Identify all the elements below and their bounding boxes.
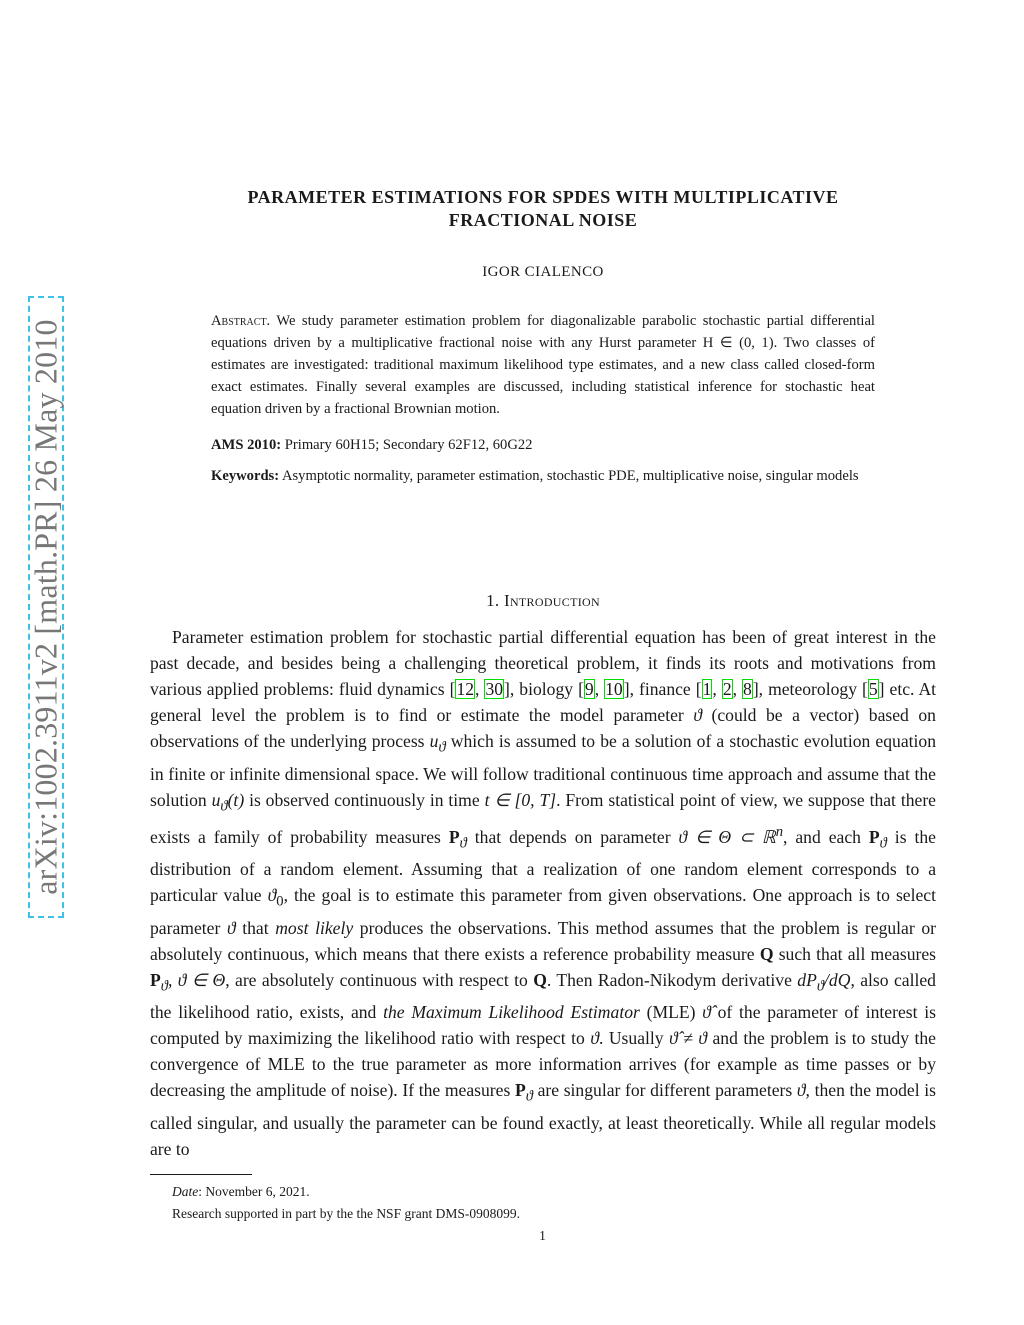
ams-classification <box>211 434 875 456</box>
body-text-run: , then the model is called singular, and usually the parameter can be found exactly, at least theoretically. While all regular models are to <box>150 1080 937 1159</box>
citation-link[interactable]: 2 <box>722 679 732 699</box>
body-text-run: , the goal is to estimate this parameter from given observations. One approach is to select parameter <box>150 885 936 938</box>
body-text-run: is observed continuously in time <box>244 789 485 810</box>
math-param-space: ϑ ∈ Θ ⊂ ℝ <box>678 826 776 847</box>
math-theta-sub: ϑ <box>816 978 825 995</box>
body-text-run: is the distribution of a random element. Assuming that a realization of one random element corresponds to a particular value <box>150 826 936 906</box>
author: IGOR CIALENCO <box>482 264 604 280</box>
body-text-run: , are absolutely continuous with respect to <box>225 969 534 990</box>
footnote-date-value: : November 6, 2021. <box>198 1184 310 1199</box>
body-text-run: . From statistical point of view, we suppose that there exists a family of probability measures <box>150 789 936 847</box>
math-theta: ϑ <box>226 917 236 938</box>
body-text-run: etc. At general level the problem is to find or estimate the model parameter <box>150 679 937 725</box>
math-theta: ϑ <box>796 1080 806 1101</box>
keywords <box>211 465 875 487</box>
math-Q: Q <box>533 969 547 990</box>
body-text-run: Parameter estimation problem for stochastic partial differential equation has been of great interest in the past decade, and besides being a challenging theoretical problem, it finds its roots and motivations from various applied problems: fluid dynamics <box>150 627 936 699</box>
introduction-paragraph: Parameter estimation problem for stochastic partial differential equation has been of great interest in the past decade, and besides being a challenging theoretical problem, it finds its roots and motivations from various applied problems: fluid dynamics [12, 30], biology [9, 10], finance [1, 2, 8], meteorology [5] etc. At general level the problem is to find or estimate the model parameter ϑ (could be a vector) based on observations of the underlying process $u_ϑ$ which is assumed to be a solution of a stochastic evolution equation in finite or infinite dimensional space. We will follow traditional continuous time approach and assume that the solution $u_ϑ(t)$ is observed continuously in time t ∈ [0, T]. From statistical point of view, we suppose that there exists a family of probability measures $P_ϑ$ that depends on parameter ϑ ∈ Θ ⊂ ℝ$^n$, and each $P_ϑ$ is the distribution of a random element. Assuming that a realization of one random element corresponds to a particular value $ϑ_0$, the goal is to estimate this parameter from given observations. One approach is to select parameter ϑ that most likely produces the observations. This method assumes that the problem is regular or absolutely continuous, which means that there exists a reference probability measure Q such that all measures $P_ϑ$, ϑ ∈ Θ, are absolutely continuous with respect to Q. Then Radon-Nikodym derivative $dP_ϑ/dQ$, also called the likelihood ratio, exists, and the Maximum Likelihood Estimator (MLE) ϑ̂ of the parameter of interest is computed by maximizing the likelihood ratio with respect to ϑ. Usually ϑ̂ ≠ ϑ and the problem is to study the convergence of MLE to the true parameter as more information arrives (for example as time passes or by decreasing the amplitude of noise). If the measures $P_ϑ$ are singular for different parameters ϑ, then the model is called singular, and usually the parameter can be found exactly, at least theoretically. While all regular models are to <box>150 627 937 1159</box>
math-theta: ϑ <box>693 705 702 725</box>
citation-link[interactable]: 12 <box>456 679 475 699</box>
math-theta-sub: ϑ <box>879 835 887 852</box>
page-number: 1 <box>539 1228 546 1243</box>
body-text-run: which is assumed to be a solution of a stochastic evolution equation in finite or infinite dimensional space. We will follow traditional continuous time approach and assume that the solution <box>150 731 936 810</box>
arxiv-stamp-text: arXiv:1002.3911v2 [math.PR] 26 May 2010 <box>27 319 64 895</box>
body-text-run: , meteorology <box>758 679 862 699</box>
abstract-text: We study parameter estimation problem for diagonalizable parabolic stochastic partial differential equations driven by a multiplicative fractional noise with any Hurst parameter H ∈ (0, 1). Two classes of estimates are investigated: traditional maximum likelihood type estimates, and a new class called closed-form exact estimates. Finally several examples are discussed, including statistical inference for stochastic heat equation driven by a fractional Brownian motion. <box>211 313 875 417</box>
body-text-run: that <box>235 917 276 938</box>
title-line-2: FRACTIONAL NOISE <box>448 210 638 230</box>
section-heading <box>150 591 936 611</box>
citation-link[interactable]: 8 <box>743 679 752 699</box>
ams-text: Primary 60H15; Secondary 62F12, 60G22 <box>284 437 533 453</box>
abstract-label: Abstract. <box>211 313 271 329</box>
keywords-text: Asymptotic normality, parameter estimation, stochastic PDE, multiplicative noise, singular models <box>281 468 859 484</box>
math-u: u <box>429 731 439 751</box>
citation-link[interactable]: 1 <box>702 679 712 699</box>
math-theta0: ϑ <box>267 885 277 906</box>
footnote-rule <box>150 1174 252 1175</box>
keywords-label: Keywords: <box>211 468 280 484</box>
emphasis: most likely <box>275 917 354 938</box>
citation-link[interactable]: 9 <box>584 679 594 699</box>
math-theta-sub: ϑ <box>160 978 168 995</box>
section-title: Introduction <box>504 591 600 610</box>
body-text-run: produces the observations. This method assumes that the problem is regular or absolutely continuous, which means that there exists a reference probability measure <box>150 917 936 964</box>
section-number: 1. <box>486 591 500 610</box>
math-rn-derivative-den: /dQ <box>824 969 851 990</box>
body-text-run: and the problem is to study the convergence of MLE to the true parameter as more information arrives (for example as time passes or by decreasing the amplitude of noise). If the measures <box>150 1028 936 1101</box>
footnote-grant: Research supported in part by the the NSF grant DMS-0908099. <box>172 1206 520 1221</box>
body-text-run: . Usually <box>598 1028 670 1049</box>
math-theta-hat: ϑ̂ <box>702 1002 711 1023</box>
math-u: u <box>211 789 221 810</box>
math-theta0-sub: 0 <box>276 893 284 910</box>
math-theta-hat-neq: ϑ̂ ≠ ϑ <box>669 1028 707 1049</box>
body-text-run: are singular for different parameters <box>532 1080 797 1101</box>
body-text-run: (could be a vector) based on observations of the underlying process <box>150 705 936 751</box>
math-P: P <box>150 969 161 990</box>
body-text-run: of the parameter of interest is computed by maximizing the likelihood ratio with respect to <box>150 1002 936 1049</box>
paper-title <box>150 186 936 232</box>
math-time-interval: t ∈ [0, T] <box>484 789 557 810</box>
body-text-run: , biology <box>509 679 579 699</box>
math-theta-sub: ϑ <box>438 739 446 756</box>
math-theta-sub: ϑ <box>220 798 228 815</box>
math-param-space-sup: n <box>775 824 784 841</box>
title-line-1: PARAMETER ESTIMATIONS FOR SPDES WITH MULTIPLICATIVE <box>247 187 839 207</box>
math-theta: ϑ <box>590 1028 599 1049</box>
math-P: P <box>514 1080 526 1101</box>
citation-link[interactable]: 5 <box>868 679 878 699</box>
math-Q: Q <box>759 943 774 964</box>
body-text-run: that depends on parameter <box>466 826 679 847</box>
math-rn-derivative: dP <box>797 969 817 990</box>
footnote-date-label: Date <box>172 1184 199 1199</box>
emphasis: the Maximum Likelihood Estimator <box>383 1002 640 1023</box>
math-theta-sub: ϑ <box>459 835 467 852</box>
arxiv-stamp <box>28 296 64 918</box>
math-theta-sub: ϑ <box>525 1088 533 1105</box>
body-text-run: , also called the likelihood ratio, exists, and <box>150 969 936 1023</box>
ams-label: AMS 2010: <box>211 437 282 453</box>
math-u-of-t: (t) <box>227 789 245 810</box>
citation-link[interactable]: 10 <box>605 679 623 699</box>
citation-link[interactable]: 30 <box>485 679 504 699</box>
body-text-run: . Then Radon-Nikodym derivative <box>546 969 798 990</box>
math-P: P <box>448 826 460 847</box>
body-text-run: (MLE) <box>639 1002 703 1023</box>
footnote-date <box>172 1184 310 1200</box>
body-text-run: , and each <box>783 826 869 847</box>
body-text-run: such that all measures <box>773 943 937 964</box>
abstract <box>211 310 875 420</box>
math-measures-condition: , ϑ ∈ Θ <box>167 969 226 990</box>
body-text-run: , finance <box>629 679 696 699</box>
math-P: P <box>868 826 880 847</box>
